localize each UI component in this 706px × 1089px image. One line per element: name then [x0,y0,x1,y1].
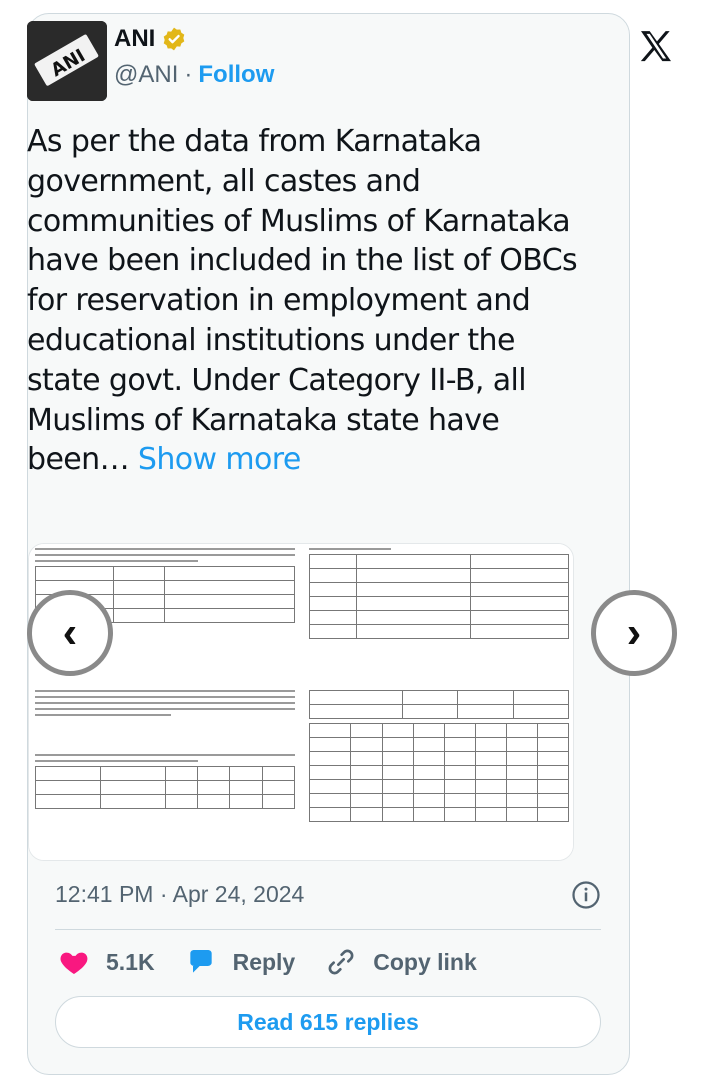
show-more-link[interactable]: Show more [137,442,301,478]
handle-separator: · [184,61,193,88]
document-image-4[interactable] [303,686,574,861]
timestamp-row [55,878,601,910]
media-carousel[interactable] [28,543,574,861]
action-bar [58,944,507,980]
carousel-next-button[interactable] [591,590,677,676]
copy-link-button[interactable] [325,946,477,978]
reply-label: Reply [232,948,296,975]
tweet-timestamp[interactable]: 12:41 PM · Apr 24, 2024 [55,880,305,907]
chevron-right-icon: › [626,608,642,657]
verified-badge-icon [161,26,187,52]
tweet-text [27,122,587,480]
tweet-body: As per the data from Karnataka government, all castes and communities of Muslims of Karnataka have been included in the list of OBCs for reservation in employment and educational institutions under the state govt. Under Category II-B, all Muslims of Karnataka state have been… [27,124,578,478]
carousel-prev-button[interactable] [27,590,113,676]
copy-link-label: Copy link [373,948,477,975]
avatar[interactable] [27,21,107,101]
x-logo-icon[interactable] [636,27,676,67]
divider [55,929,601,930]
chevron-left-icon: ‹ [62,608,78,657]
info-icon[interactable] [571,880,601,910]
reply-button[interactable] [185,946,296,978]
link-icon [325,946,357,978]
reply-bubble-icon [185,946,217,978]
document-image-3[interactable] [29,686,301,861]
like-button[interactable] [58,946,155,978]
like-count: 5.1K [106,948,155,975]
heart-icon [58,946,90,978]
follow-button[interactable]: Follow [198,61,275,88]
read-replies-label: Read 615 replies [237,1008,419,1035]
read-replies-button[interactable] [55,996,601,1048]
author-name[interactable]: ANI [114,25,156,52]
avatar-logo-text: ANI [47,45,89,82]
author-handle[interactable]: @ANI [114,61,179,88]
tweet-header [27,21,684,101]
document-image-2[interactable] [303,544,574,684]
